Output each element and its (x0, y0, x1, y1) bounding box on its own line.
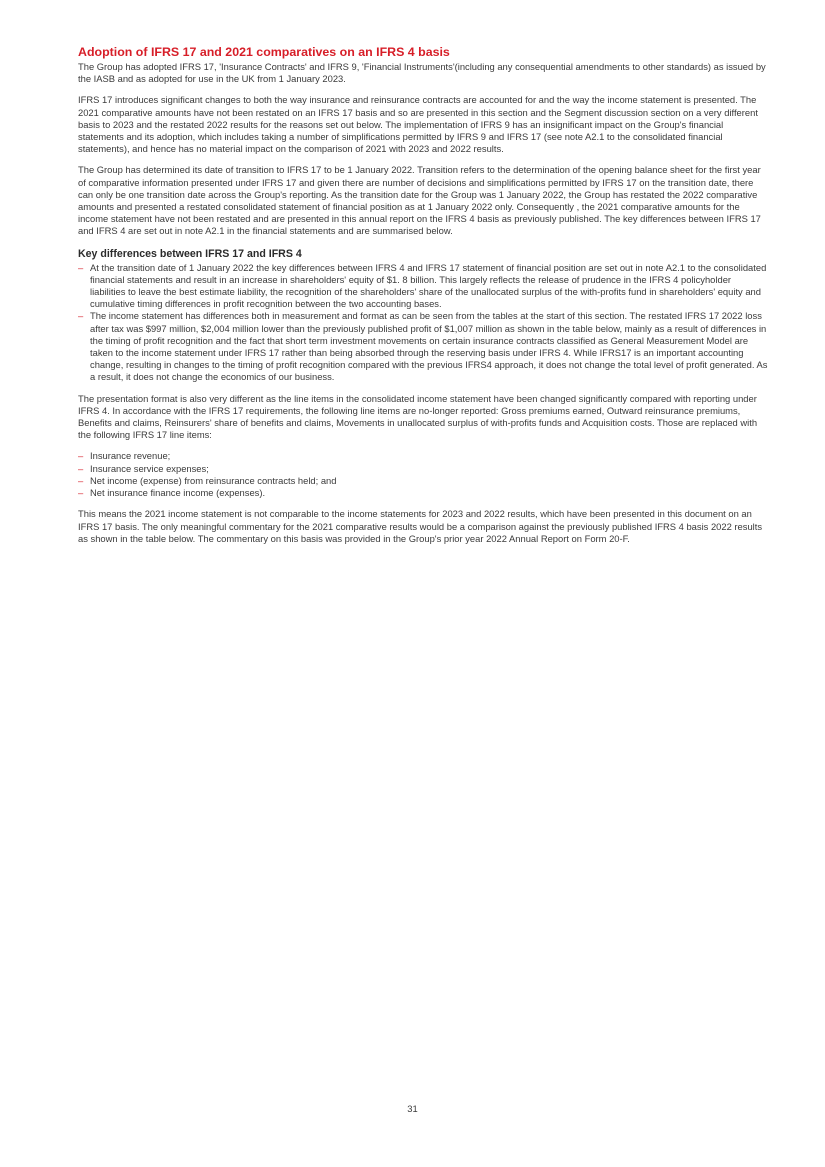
page-number: 31 (407, 1103, 418, 1114)
section-title: Adoption of IFRS 17 and 2021 comparatives on an IFRS 4 basis (78, 45, 450, 59)
ifrs17-line-items-list (78, 450, 768, 499)
document-page (78, 44, 768, 554)
list-item: – Net insurance finance income (expenses). (78, 487, 768, 499)
closing-paragraph: This means the 2021 income statement is not comparable to the income statements for 2023 and 2022 results, which have been presented in this document on an IFRS 17 basis. The only meaningful commentary for the 2021 comparative results would be a comparison against the previously published IFRS 4 basis 2022 results as shown in the table below. The commentary on this basis was provided in the Group's prior year 2022 Annual Report on Form 20-F. (78, 508, 763, 544)
list-item: – Net income (expense) from reinsurance contracts held; and (78, 475, 768, 487)
list-item: – The income statement has differences both in measurement and format as can be seen from the tables at the start of this section. The restated IFRS 17 2022 loss after tax was $997 million, $2,004 million lower than the previously published profit of $1,007 million as shown in the table below, mainly as a result of differences in the timing of profit recognition and the fact that short term investment movements on certain insurance contracts classified as General Measurement Model are taken to the income statement under IFRS 17 rather than being absorbed through the reserving basis under IFRS 4. While IFRS17 is an important accounting change, resulting in changes to the timing of profit recognition compared with the previous IFRS4 approach, it does not change the total level of profit generated. As a result, it does not change the economics of our business. (78, 310, 768, 383)
key-differences-list (78, 262, 768, 384)
ifrs17-changes-paragraph: IFRS 17 introduces significant changes to both the way insurance and reinsurance contracts are accounted for and the way the income statement is presented. The 2021 comparative amounts have not been restated on an IFRS 17 basis and so are presented in this section and the Segment discussion section on a very different basis to 2023 and the restated 2022 results for the reasons set out below. The implementation of IFRS 9 has an insignificant impact on the Group's financial statements and its adoption, which includes taking a number of simplifications permitted by IFRS 9 and IFRS 17 (see note A2.1 to the consolidated financial statements), and hence has no material impact on the comparison of 2021 with 2023 and 2022 results. (78, 94, 758, 155)
presentation-format-paragraph: The presentation format is also very different as the line items in the consolidated income statement have been changed significantly compared with reporting under IFRS 4. In accordance with the IFRS 17 requirements, the following line items are no-longer reported: Gross premiums earned, Outward reinsurance premiums, Benefits and claims, Reinsurers' share of benefits and claims, Movements in unallocated surplus of with-profits funds and Acquisition costs. Those are replaced with the following IFRS 17 line items: (78, 392, 758, 441)
list-item: – At the transition date of 1 January 2022 the key differences between IFRS 4 and IFRS 17 statement of financial position are set out in note A2.1 to the consolidated financial statements and result in an increase in shareholders' equity of $1. 8 billion. This largely reflects the release of prudence in the IFRS 4 policyholder liabilities to leave the best estimate liability, the recognition of the shareholders' share of the unallocated surplus of the with-profits fund in shareholders' equity and cumulative timing differences in profit recognition between the two accounting bases. (78, 262, 768, 311)
key-differences-heading: Key differences between IFRS 17 and IFRS 4 (78, 247, 302, 260)
intro-paragraph: The Group has adopted IFRS 17, 'Insurance Contracts' and IFRS 9, 'Financial Instruments'(including any consequential amendments to other standards) as issued by the IASB and as adopted for use in the UK from 1 January 2023. (78, 61, 766, 85)
list-item: – Insurance revenue; (78, 450, 768, 462)
list-item: – Insurance service expenses; (78, 463, 768, 475)
transition-date-paragraph: The Group has determined its date of transition to IFRS 17 to be 1 January 2022. Transition refers to the determination of the opening balance sheet for the first year of comparative information presented under IFRS 17 and given there are number of decisions and simplifications permitted by IFRS 17 on the transition date, there can only be one transition date across the Group's reporting. As the transition date for the Group was 1 January 2022, the Group has restated the 2022 comparative amounts and presented a restated consolidated statement of financial position as at 1 January 2022 only. Consequently , the 2021 comparative amounts for the income statement have not been restated and are presented in this annual report on the IFRS 4 basis as previously published. The key differences between IFRS 17 and IFRS 4 are set out in note A2.1 in the financial statements and are summarised below. (78, 164, 761, 237)
